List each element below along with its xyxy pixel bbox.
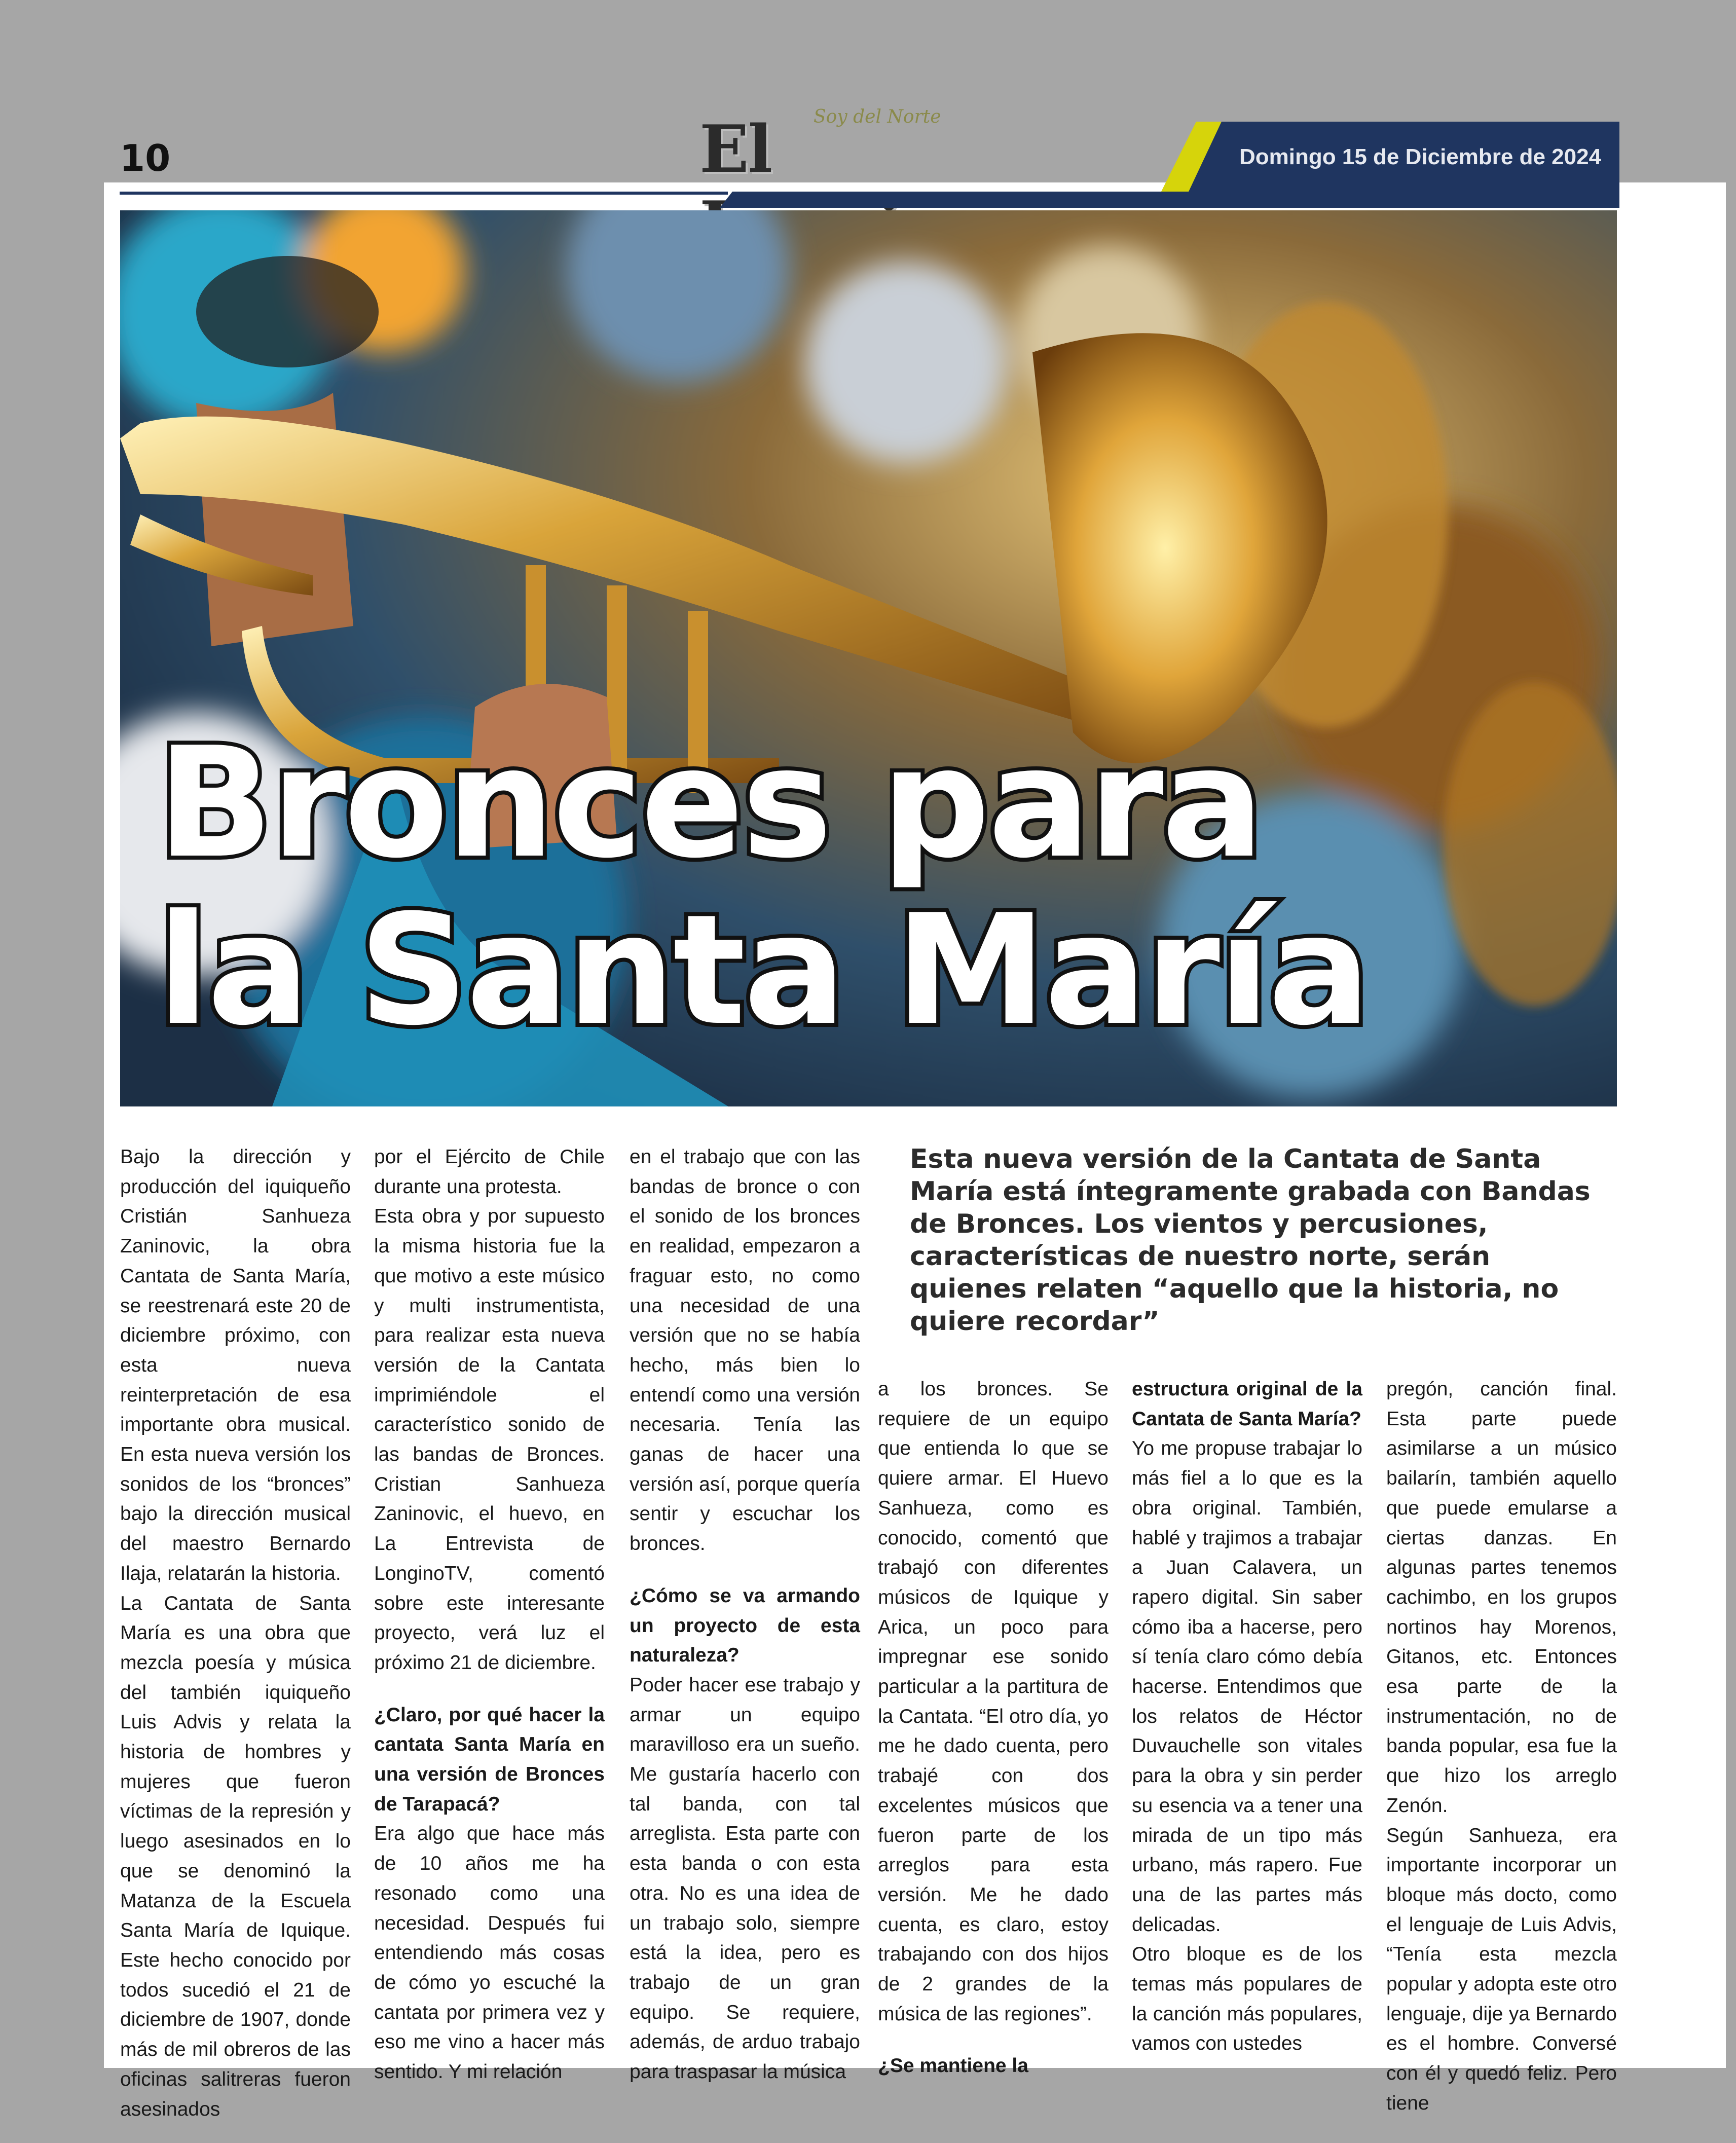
paragraph: en el trabajo que con las bandas de bronce o con el sonido de los bronces en realidad, empezaron a fraguar esto, no como una necesidad de una versión que no se había hecho, más bien lo entendí como una versión necesaria. Tenía las ganas de hacer una versión así, porque quería sentir y escuchar los bronces. [630, 1146, 860, 1555]
masthead-tagline: Soy del Norte [814, 106, 941, 127]
interview-question: ¿Se mantiene la [878, 2055, 1028, 2077]
issue-date: Domingo 15 de Diciembre de 2024 [1239, 144, 1602, 169]
headline-line-1: Bronces para [157, 715, 1263, 892]
paragraph: Esta obra y por supuesto la misma historia fue la que motivo a este músico y multi instrumentista, para realizar esta nueva versión de la Cantata imprimiéndole el característico sonido de las bandas de Bronces. Cristian Sanhueza Zaninovic, el huevo, en La Entrevista de LonginoTV, comentó sobre este interesante proyecto, verá luz el próximo 21 de diciembre. [374, 1205, 605, 1674]
paragraph: a los bronces. Se requiere de un equipo que entienda lo que se quiere armar. El Huevo Sanhueza, como es conocido, comentó que trabajó con diferentes músicos de Iquique y Arica, un poco para impregnar ese sonido particular a la partitura de la Cantata. “El otro día, yo me he dado cuenta, pero trabajé con dos excelentes músicos que fueron parte de los arreglos para esta versión. Me he dado cuenta, es claro, estoy trabajando con dos hijos de 2 grandes de la música de las regiones”. [878, 1378, 1109, 2025]
article-column-2 [374, 1142, 605, 2087]
masthead-title: El [699, 112, 772, 188]
paragraph: Yo me propuse trabajar lo más fiel a lo que es la obra original. También, hablé y trajimos a trabajar a Juan Calavera, un rapero digital. Sin saber cómo iba a hacerse, pero sí tenía claro cómo debía hacerse. Entendimos que los relatos de Héctor Duvauchelle son vitales para la obra y sin perder su esencia va a tener una mirada de un tipo más urbano, más rapero. Fue una de las partes más delicadas. [1132, 1437, 1362, 1936]
masthead-logo [699, 99, 1044, 190]
paragraph: Según Sanhueza, era importante incorporar un bloque más docto, como el lenguaje de Luis Advis, “Tenía esta mezcla popular y adopta este otro lenguaje, dije ya Bernardo es el hombre. Conversé con él y quedó feliz. Pero tiene [1386, 1824, 1617, 2114]
paragraph: Bajo la dirección y producción del iquiqueño Cristián Sanhueza Zaninovic, la obra Cantata de Santa María, se reestrenará este 20 de diciembre próximo, con esta nueva reinterpretación de esa importante obra musical. En esta nueva versión los sonidos de los “bronces” bajo la dirección musical del maestro Bernardo Ilaja, relatarán la historia. [120, 1146, 351, 1584]
interview-question: ¿Cómo se va armando un proyecto de esta naturaleza? [630, 1584, 860, 1667]
interview-question: estructura original de la Cantata de Santa María? [1132, 1378, 1362, 1430]
article-column-5 [1132, 1375, 1362, 2059]
header-accent-bar [720, 192, 1619, 208]
paragraph: Otro bloque es de los temas más populares de la canción más populares, vamos con ustedes [1132, 1943, 1362, 2055]
paragraph: pregón, canción final. Esta parte puede asimilarse a un músico bailarín, también aquello que puede emularse a ciertas danzas. En algunas partes tenemos cachimbo, en los grupos nortinos hay Morenos, Gitanos, etc. Entonces esa parte de la instrumentación, no de banda popular, esa fue la que hizo los arreglo Zenón. [1386, 1378, 1617, 1817]
paragraph: La Cantata de Santa María es una obra que mezcla poesía y música del también iquiqueño Luis Advis y relata la historia de hombres y mujeres que fueron víctimas de la represión y luego asesinados en lo que se denominó la Matanza de la Escuela Santa María de Iquique. Este hecho conocido por todos sucedió el 21 de diciembre de 1907, donde más de mil obreros de las oficinas salitreras fueron asesinados [120, 1592, 351, 2120]
interview-question: ¿Claro, por qué hacer la cantata Santa María en una versión de Bronces de Tarapacá? [374, 1704, 605, 1815]
article-column-1 [120, 1142, 351, 2124]
paragraph: Era algo que hace más de 10 años me ha resonado como una necesidad. Después fui entendiendo más cosas de cómo yo escuché la cantata por primera vez y eso me vino a hacer más sentido. Y mi relación [374, 1823, 605, 2083]
paragraph: por el Ejército de Chile durante una protesta. [374, 1146, 605, 1198]
headline-line-2: la Santa María [157, 882, 1369, 1059]
headline [157, 715, 1617, 1059]
paragraph: Poder hacer ese trabajo y armar un equipo maravilloso era un sueño. Me gustaría hacerlo con tal banda, con tal arreglista. Esta parte con esta banda o con esta otra. No es una idea de un trabajo solo, siempre está la idea, pero es trabajo de un gran equipo. Se requiere, además, de arduo trabajo para traspasar la música [630, 1674, 860, 2083]
article-column-3 [630, 1142, 860, 2087]
pull-quote: Esta nueva versión de la Cantata de Santa María está íntegramente grabada con Bandas de Bronces. Los vientos y percusiones, características de nuestro norte, serán quienes relaten “aquello que la historia, no quiere recordar” [910, 1144, 1591, 1337]
page-number: 10 [120, 137, 171, 179]
article-column-6 [1386, 1375, 1617, 2119]
article-column-4 [878, 1375, 1109, 2081]
header-rule [120, 192, 728, 195]
